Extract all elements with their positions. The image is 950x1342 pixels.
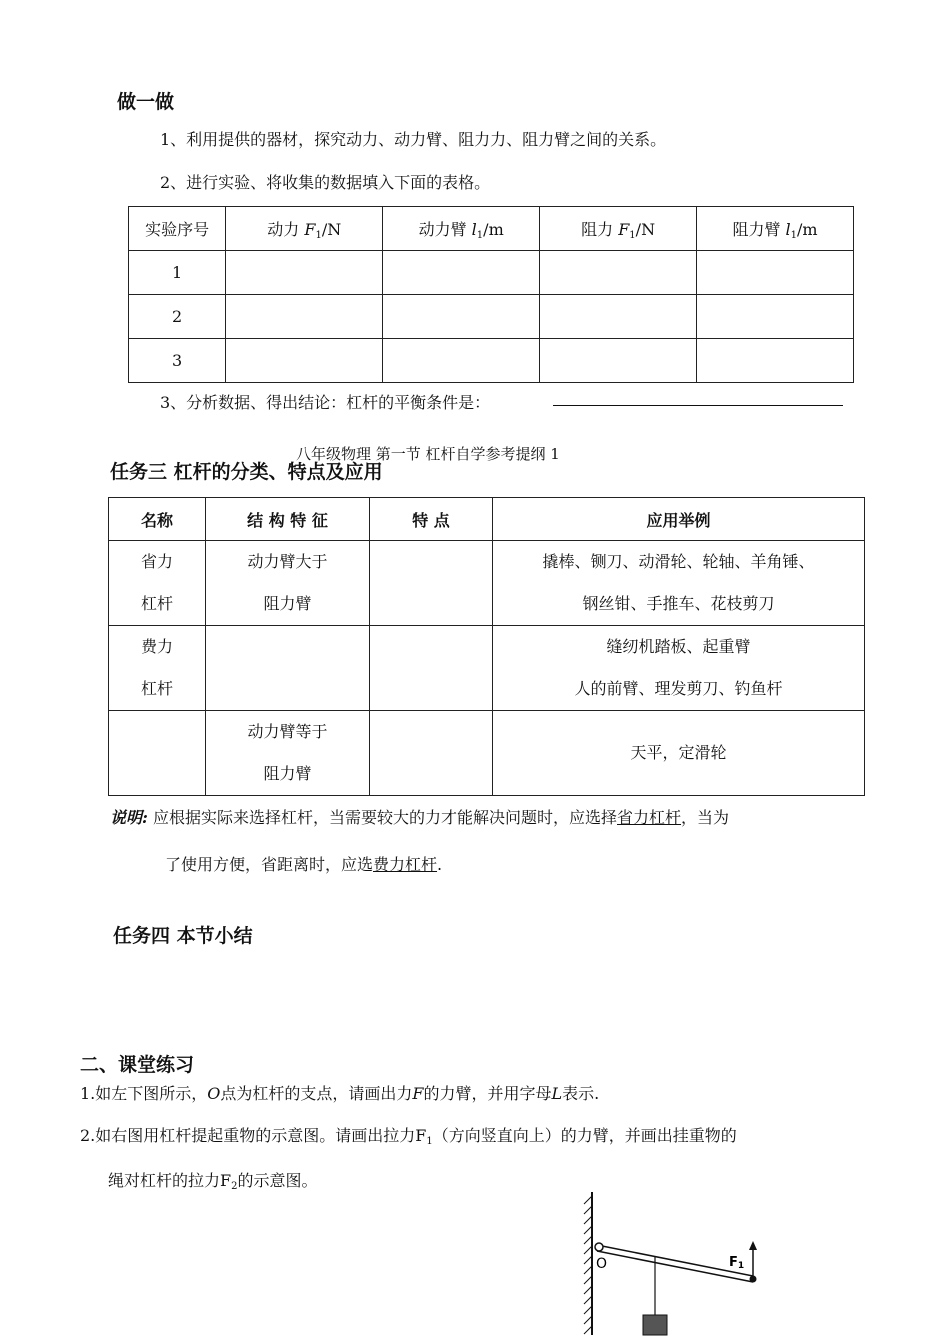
- name-cell[interactable]: [109, 711, 206, 796]
- pivot-label: O: [596, 1256, 608, 1272]
- row-index-cell: 1: [129, 251, 226, 295]
- exercise-heading: 二、课堂练习: [80, 1054, 195, 1076]
- experiment-data-table: [128, 206, 854, 383]
- structure-cell[interactable]: [206, 626, 370, 711]
- data-cell[interactable]: [383, 339, 540, 383]
- structure-cell: 动力臂等于 阻力臂: [206, 711, 370, 796]
- data-cell[interactable]: [226, 339, 383, 383]
- question-1: 1.如左下图所示，O点为杠杆的支点，请画出力F的力臂，并用字母L表示.: [80, 1084, 600, 1103]
- header-cell-index: 实验序号: [129, 207, 226, 251]
- data-cell[interactable]: [226, 295, 383, 339]
- header-name: 名称: [109, 498, 206, 541]
- question-2-line-2: 绳对杠杆的拉力F2的示意图。: [108, 1171, 318, 1192]
- header-cell-effort-arm: 动力臂 l1/m: [383, 207, 540, 251]
- table-row: [129, 339, 854, 383]
- header-feature: 特 点: [370, 498, 493, 541]
- table-row: [109, 711, 865, 796]
- section-heading-do: 做一做: [117, 91, 175, 113]
- data-cell[interactable]: [540, 295, 697, 339]
- note-label: 说明:: [110, 808, 148, 827]
- force-arrow-f1: [749, 1241, 757, 1276]
- lever-classification-table: [108, 497, 865, 796]
- data-cell[interactable]: [383, 295, 540, 339]
- data-cell[interactable]: [697, 339, 854, 383]
- feature-cell[interactable]: [370, 711, 493, 796]
- force-label: F1: [729, 1255, 745, 1271]
- table-row: [129, 295, 854, 339]
- examples-cell: 缝纫机踏板、起重臂 人的前臂、理发剪刀、钓鱼杆: [493, 626, 865, 711]
- table-header-row: [109, 498, 865, 541]
- step-2-text: 2、进行实验、将收集的数据填入下面的表格。: [160, 173, 491, 192]
- page-footer: 八年级物理 第一节 杠杆自学参考提纲 1: [296, 445, 560, 463]
- examples-cell: 天平，定滑轮: [493, 711, 865, 796]
- name-cell: 省力 杠杆: [109, 541, 206, 626]
- task3-heading: 任务三 杠杆的分类、特点及应用: [110, 461, 383, 483]
- examples-cell: 撬棒、铡刀、动滑轮、轮轴、羊角锤、 钢丝钳、手推车、花枝剪刀: [493, 541, 865, 626]
- table-row: [109, 626, 865, 711]
- task4-heading: 任务四 本节小结: [113, 925, 253, 947]
- data-cell[interactable]: [697, 251, 854, 295]
- hanging-weight: [643, 1315, 667, 1335]
- header-structure: 结 构 特 征: [206, 498, 370, 541]
- note-link-labor-saving: 省力杠杆: [617, 808, 682, 827]
- table-header-row: [129, 207, 854, 251]
- note-line-2: 了使用方便，省距离时，应选费力杠杆.: [165, 855, 443, 874]
- wall-hatching: [584, 1192, 592, 1335]
- data-cell[interactable]: [540, 339, 697, 383]
- name-cell: 费力 杠杆: [109, 626, 206, 711]
- feature-cell[interactable]: [370, 626, 493, 711]
- row-index-cell: 3: [129, 339, 226, 383]
- data-cell[interactable]: [540, 251, 697, 295]
- header-examples: 应用举例: [493, 498, 865, 541]
- step-3-text: 3、分析数据、得出结论：杠杆的平衡条件是：: [160, 393, 491, 412]
- data-cell[interactable]: [226, 251, 383, 295]
- feature-cell[interactable]: [370, 541, 493, 626]
- question-2-line-1: 2.如右图用杠杆提起重物的示意图。请画出拉力F1（方向竖直向上）的力臂，并画出挂重物的: [80, 1126, 737, 1147]
- note-link-distance-saving: 费力杠杆: [373, 855, 438, 874]
- structure-cell: 动力臂大于 阻力臂: [206, 541, 370, 626]
- note-line-1: 说明: 应根据实际来选择杠杆，当需要较大的力才能解决问题时，应选择省力杠杆，当为: [110, 808, 730, 827]
- lever-diagram: [575, 1190, 775, 1340]
- data-cell[interactable]: [697, 295, 854, 339]
- table-row: [109, 541, 865, 626]
- data-cell[interactable]: [383, 251, 540, 295]
- row-index-cell: 2: [129, 295, 226, 339]
- step-1-text: 1、利用提供的器材，探究动力、动力臂、阻力力、阻力臂之间的关系。: [160, 130, 667, 149]
- header-cell-resistance: 阻力 F1/N: [540, 207, 697, 251]
- answer-blank-line[interactable]: [553, 405, 843, 406]
- header-cell-effort: 动力 F1/N: [226, 207, 383, 251]
- pivot-point: [595, 1243, 603, 1251]
- table-row: [129, 251, 854, 295]
- header-cell-resistance-arm: 阻力臂 l1/m: [697, 207, 854, 251]
